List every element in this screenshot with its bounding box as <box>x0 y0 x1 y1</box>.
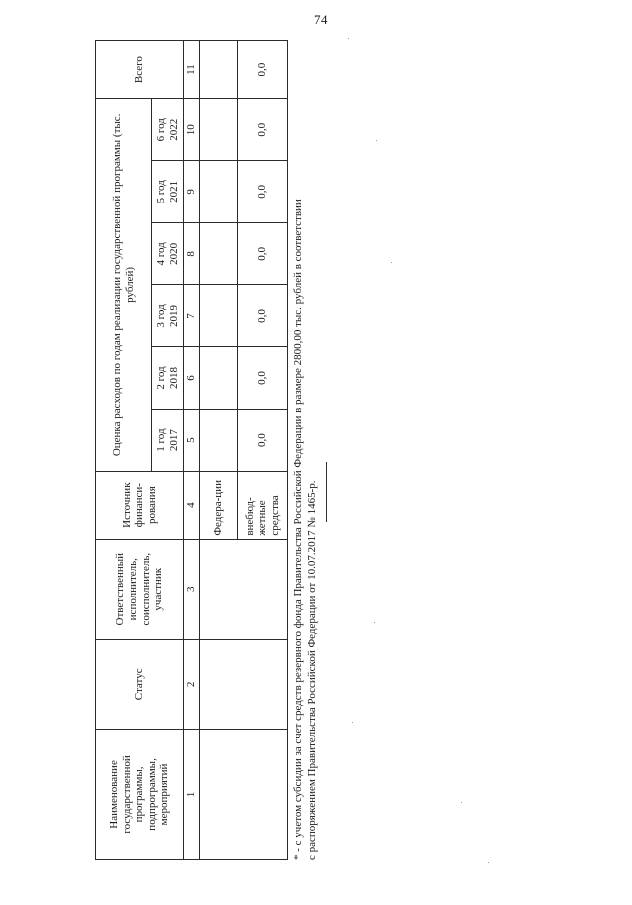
scan-speck <box>352 722 353 723</box>
cell-executor <box>200 539 288 639</box>
rotated-page-content <box>95 40 335 860</box>
cell-value <box>200 223 238 285</box>
footnote <box>291 40 320 860</box>
col-number: 8 <box>184 223 200 285</box>
cell-value: 0,0 <box>238 161 288 223</box>
footnote-line-1: * - с учетом субсидии за счет средств резервного фонда Правительства Российской Федерации в размере 2800,00 тыс. рублей в соответствии <box>292 199 304 860</box>
cell-total <box>200 41 238 99</box>
cell-source: Федера-ции <box>200 471 238 539</box>
scan-speck <box>348 38 349 39</box>
header-estimate: Оценка расходов по годам реализации государственной программы (тыс. рублей) <box>96 99 152 471</box>
cell-value <box>200 99 238 161</box>
cell-source: внебюд-жетные средства <box>238 471 288 539</box>
header-status: Статус <box>96 639 184 729</box>
col-number: 1 <box>184 729 200 859</box>
year-header: 4 год 2020 <box>152 223 184 285</box>
cell-value <box>200 347 238 409</box>
cell-value: 0,0 <box>238 285 288 347</box>
footnote-line-2: с распоряжением Правительства Российской Федерации от 10.07.2017 № 1465-р. <box>306 480 319 860</box>
page-number: 74 <box>314 12 328 27</box>
cell-status <box>200 639 288 729</box>
col-number: 3 <box>184 539 200 639</box>
scan-speck <box>374 622 375 623</box>
cell-value: 0,0 <box>238 99 288 161</box>
budget-table <box>95 40 288 860</box>
header-total: Всего <box>96 41 184 99</box>
cell-value: 0,0 <box>238 347 288 409</box>
col-number: 11 <box>184 41 200 99</box>
col-number: 7 <box>184 285 200 347</box>
cell-value <box>200 161 238 223</box>
header-name: Наименование государственной программы, подпрограммы, мероприятий <box>96 729 184 859</box>
year-header: 1 год 2017 <box>152 409 184 471</box>
year-header: 3 год 2019 <box>152 285 184 347</box>
cell-name <box>200 729 288 859</box>
year-header: 5 год 2021 <box>152 161 184 223</box>
scan-speck <box>376 140 377 141</box>
cell-value: 0,0 <box>238 223 288 285</box>
header-executor: Ответственный исполнитель, соисполнитель, участник <box>96 539 184 639</box>
col-number: 10 <box>184 99 200 161</box>
scan-speck <box>391 262 392 263</box>
col-number: 2 <box>184 639 200 729</box>
cell-value <box>200 409 238 471</box>
col-number: 5 <box>184 409 200 471</box>
cell-value: 0,0 <box>238 409 288 471</box>
scan-speck <box>461 802 462 803</box>
header-source: Источник финанси-рования <box>96 471 184 539</box>
cell-total: 0,0 <box>238 41 288 99</box>
col-number: 4 <box>184 471 200 539</box>
col-number: 6 <box>184 347 200 409</box>
col-number: 9 <box>184 161 200 223</box>
year-header: 6 год 2022 <box>152 99 184 161</box>
year-header: 2 год 2018 <box>152 347 184 409</box>
separator-line <box>326 462 327 522</box>
scan-speck <box>488 862 489 863</box>
cell-value <box>200 285 238 347</box>
